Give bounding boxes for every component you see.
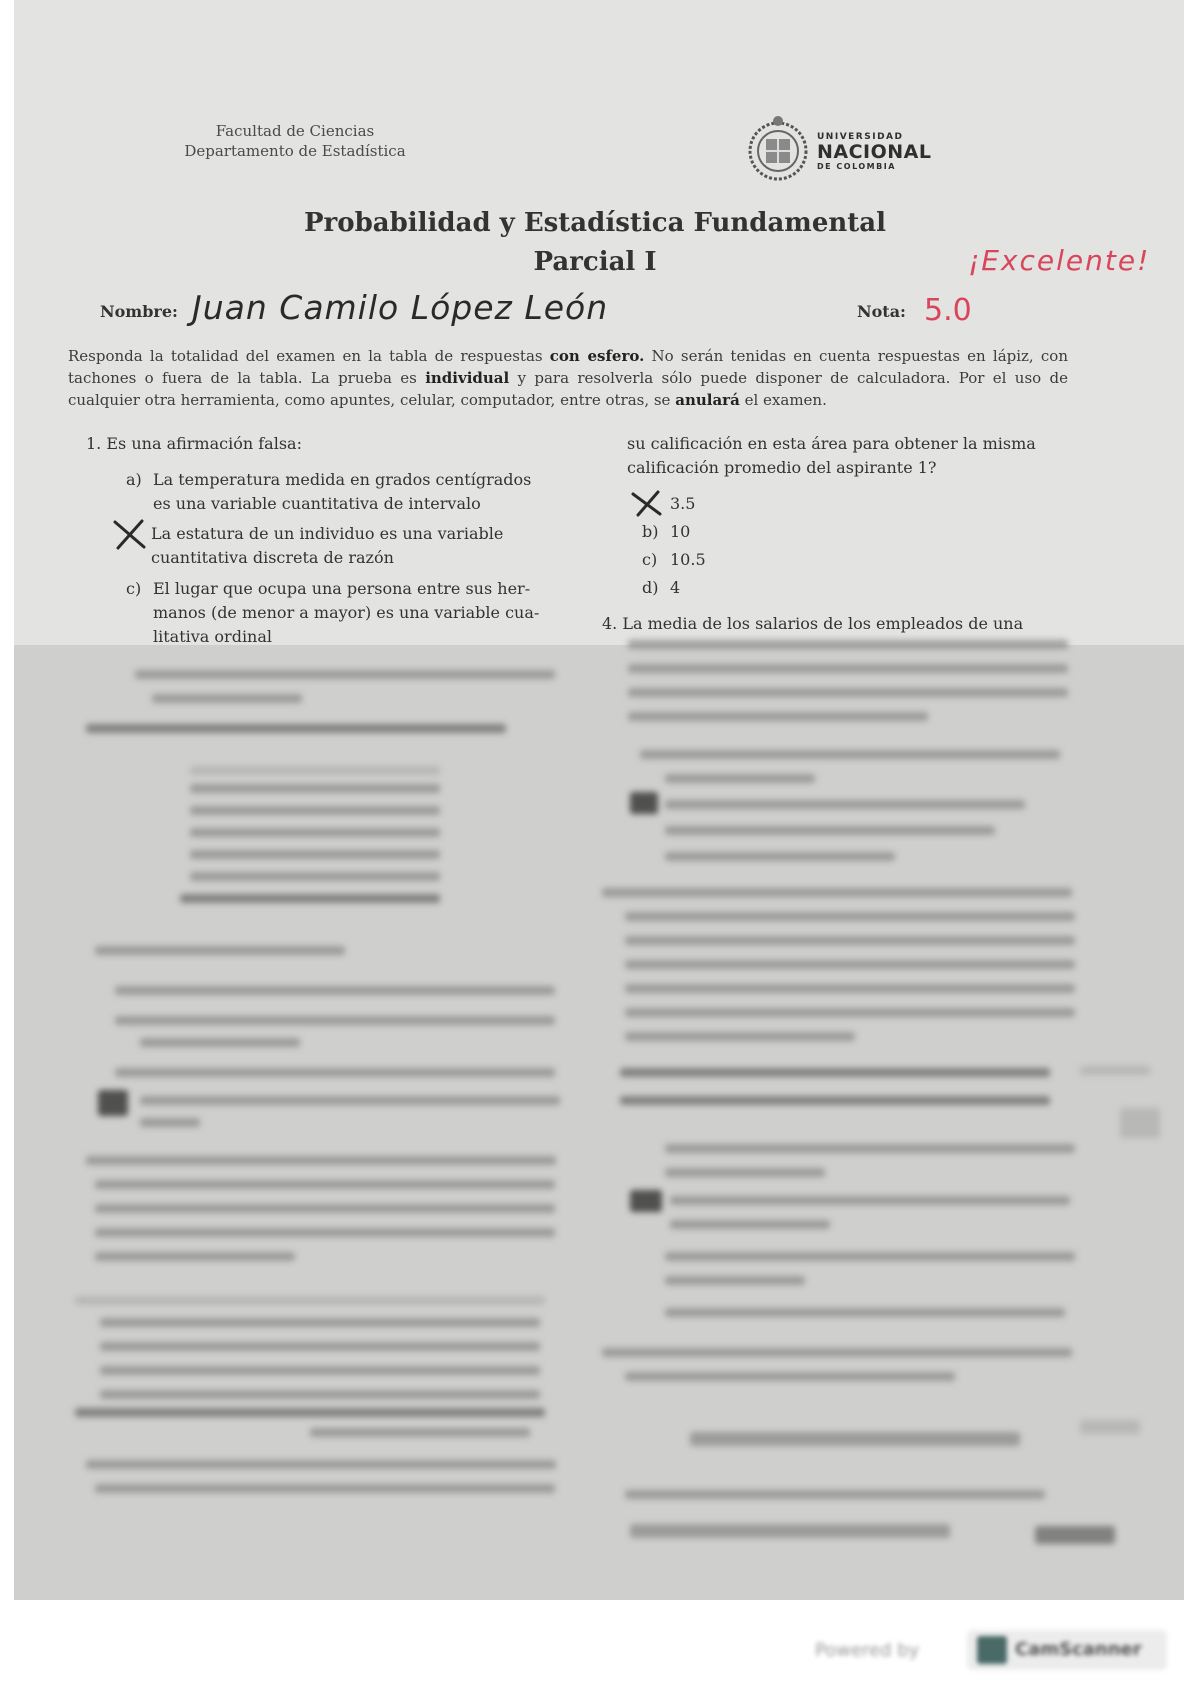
instructions-text-3: y para resolverla sólo puede disponer de calculadora. Por el uso de cualquier otra herramienta, como apuntes, celular, computador, entre otras, se bbox=[68, 369, 1068, 409]
grade-value: 5.0 bbox=[924, 293, 972, 328]
wordmark-line-2: NACIONAL bbox=[817, 141, 932, 163]
teacher-comment: ¡Excelente! bbox=[968, 244, 1151, 277]
instructions-text-4: el examen. bbox=[744, 391, 827, 409]
exam-subtitle: Parcial I bbox=[533, 247, 657, 277]
scanner-watermark bbox=[815, 1630, 1175, 1670]
student-name: Juan Camilo López León bbox=[192, 288, 609, 327]
watermark-brand-text: CamScanner bbox=[1015, 1639, 1142, 1660]
university-wordmark bbox=[817, 132, 931, 171]
q3-continuation-line-2: calificación promedio del aspirante 1? bbox=[627, 458, 937, 477]
q1-option-c-line-2: manos (de menor a mayor) es una variable cua- bbox=[153, 603, 540, 622]
q3-option-a: 3.5 bbox=[670, 494, 696, 513]
cross-mark-icon bbox=[112, 518, 148, 550]
instructions-text-2: No serán tenidas en cuenta respuestas en lápiz, con tachones o fuera de la tabla. La prueba es bbox=[68, 347, 1068, 387]
q1-option-c-line-3: litativa ordinal bbox=[153, 627, 273, 646]
q1-option-a-line-1: La temperatura medida en grados centígrados bbox=[153, 470, 532, 489]
department-name: Departamento de Estadística bbox=[184, 142, 406, 160]
grade-label: Nota: bbox=[857, 302, 906, 321]
institution-block bbox=[160, 121, 430, 161]
faculty-name: Facultad de Ciencias bbox=[215, 122, 375, 140]
q3-option-c: 10.5 bbox=[670, 550, 706, 569]
question-1-stem: 1. Es una afirmación falsa: bbox=[86, 434, 302, 453]
name-label: Nombre: bbox=[100, 302, 178, 321]
q1-option-c-letter: c) bbox=[126, 579, 142, 598]
q1-option-b-line-2: cuantitativa discreta de razón bbox=[151, 548, 394, 567]
q1-option-a-line-2: es una variable cuantitativa de intervalo bbox=[153, 494, 481, 513]
q3-option-d: 4 bbox=[670, 578, 681, 597]
q3-option-b: 10 bbox=[670, 522, 691, 541]
blurred-exam-content bbox=[0, 640, 1190, 1600]
instructions-bold-1: con esfero. bbox=[549, 347, 645, 365]
instructions-bold-3: anulará bbox=[675, 391, 740, 409]
q1-option-c-line-1: El lugar que ocupa una persona entre sus her- bbox=[153, 579, 531, 598]
q1-option-a-letter: a) bbox=[126, 470, 142, 489]
cross-mark-icon bbox=[630, 488, 666, 518]
wordmark-line-3: DE COLOMBIA bbox=[817, 162, 896, 171]
university-seal-icon bbox=[748, 113, 808, 189]
q3-continuation-line-1: su calificación en esta área para obtener la misma bbox=[627, 434, 1036, 453]
q3-option-b-letter: b) bbox=[642, 522, 659, 541]
instructions-paragraph bbox=[68, 345, 1068, 411]
camscanner-logo-icon bbox=[977, 1636, 1007, 1664]
watermark-brand-box bbox=[967, 1630, 1167, 1670]
instructions-bold-2: individual bbox=[425, 369, 510, 387]
question-4-stem: 4. La media de los salarios de los empleados de una bbox=[602, 614, 1024, 633]
instructions-text-1: Responda la totalidad del examen en la tabla de respuestas bbox=[68, 347, 543, 365]
q3-option-d-letter: d) bbox=[642, 578, 659, 597]
q3-option-c-letter: c) bbox=[642, 550, 658, 569]
q1-option-b-line-1: La estatura de un individuo es una variable bbox=[151, 524, 504, 543]
watermark-powered-text: Powered by bbox=[815, 1640, 920, 1661]
exam-title: Probabilidad y Estadística Fundamental bbox=[304, 208, 886, 238]
wordmark-line-1: UNIVERSIDAD bbox=[817, 132, 904, 142]
